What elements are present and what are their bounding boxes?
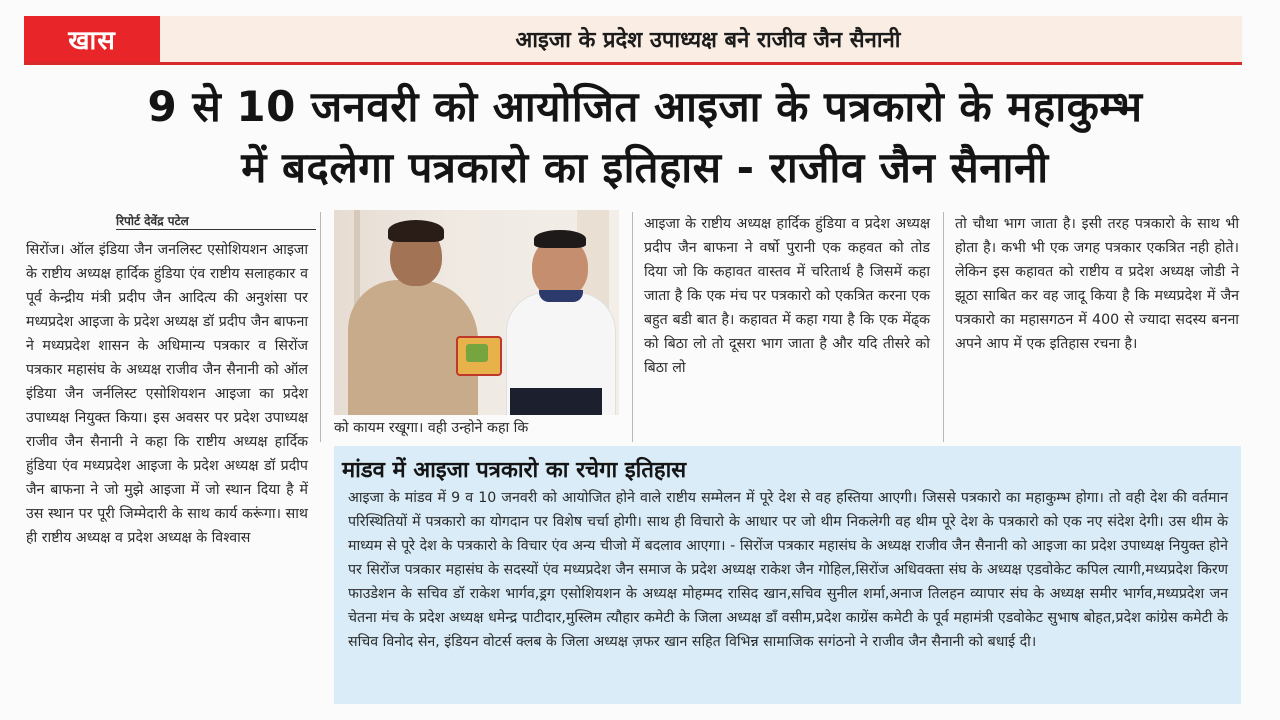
section-tag: खास bbox=[24, 16, 160, 62]
highlight-box bbox=[334, 446, 1241, 704]
headline-line-2: में बदलेगा पत्रकारो का इतिहास - राजीव जैन सैनानी bbox=[241, 143, 1049, 192]
gift-box bbox=[456, 336, 502, 376]
box-body: आइजा के मांडव में 9 व 10 जनवरी को आयोजित होने वाले राष्टीय सम्मेलन में पूरे देश से वह हस्तिया आएगी। जिससे पत्रकारो का महाकुम्भ होगा। तो वही देश की वर्तमान परिस्थितियों में पत्रकारो का योगदान पर विशेष चर्चा होगी। साथ ही विचारो के आधार पर जो थीम निकलेगी वह थीम पूरे देश के पत्रकारो को एक नए संदेश देगी। उस थीम के माध्यम से पूरे देश के पत्रकारो के विचार एंव अन्य चीजो में बदलाव आएगा। - सिरोंज पत्रकार महासंघ के अध्यक्ष राजीव जैन सैनानी को आइजा का प्रदेश उपाध्यक्ष नियुक्त होने पर सिरोंज पत्रकार महासंघ के सदस्यों एंव मध्यप्रदेश जैन समाज के प्रदेश अध्यक्ष राकेश जैन गोहिल,सिरोंज अधिवक्ता संघ के अध्यक्ष एडवोकेट कपिल त्यागी,मध्यप्रदेश किरण फाउडेशन के सचिव डॉ राकेश भार्गव,ड्रग एसोशियशन के अध्यक्ष मोहम्मद रासिद खान,सचिव सुनील शर्मा,अनाज तिलहन व्यापार संघ के अध्यक्ष समीर भार्गव,मध्यप्रदेश जन चेतना मंच के प्रदेश अध्यक्ष धमेन्द्र पाटीदार,मुस्लिम त्यौहार कमेटी के जिला अध्यक्ष डॉं वसीम,प्रदेश काग्रेंस कमेटी के पूर्व महामंत्री एडवोकेट सुभाष बोहत,प्रदेश कांग्रेस कमेटी के सचिव विनोद सेन, इंडियन वोटर्स क्लब के जिला अध्यक्ष ज़फर खान सहित विभिन्न सामाजिक सगंठनो ने राजीव जैन सैनानी को बधाई दी। bbox=[348, 490, 1228, 650]
byline: रिपोर्ट देवेंद्र पटेल bbox=[116, 212, 316, 230]
headline-line-1: 9 से 10 जनवरी को आयोजित आइजा के पत्रकारो के महाकुम्भ bbox=[147, 82, 1143, 131]
column-divider bbox=[632, 212, 633, 442]
article-column-4: तो चौथा भाग जाता है। इसी तरह पत्रकारो के साथ भी होता है। कभी भी एक जगह पत्रकार एकत्रित नही होते। लेकिन इस कहावत को राष्टीय व प्रदेश अध्यक्ष जोडी ने झूठा साबित कर वह जादू किया है कि मध्यप्रदेश में जैन पत्रकारो का महासगठन में 400 से ज्यादा सदस्य बनना अपने आप में एक इतिहास रचना है। bbox=[955, 216, 1239, 352]
column-divider bbox=[320, 212, 321, 442]
article-column-3: आइजा के राष्टीय अध्यक्ष हार्दिक हुंडिया व प्रदेश अध्यक्ष प्रदीप जैन बाफना ने वर्षो पुरानी एक कहवत को तोड दिया जो कि कहावत वास्तव में चरितार्थ है जिसमें कहा जाता है कि एक मंच पर पत्रकारो को एकत्रित करना एक बहुत बडी बात है। कहावत में कहा गया है कि एक मेंढ्क को बिठा लो तो दूसरा भाग जाता है और यदि तीसरे को बिठा लो bbox=[644, 216, 930, 376]
article-column-2-tail: को कायम रखूगा। वही उन्होने कहा कि bbox=[334, 420, 529, 436]
article-column-1: सिरोंज। ऑल इंडिया जैन जनलिस्ट एसोशियशन आइजा के राष्टीय अध्यक्ष हार्दिक हुंडिया एंव राष्टीय सलाहकार व पूर्व केन्द्रीय मंत्री प्रदीप जैन आदित्य की अनुशंसा पर मध्यप्रदेश आइजा के प्रदेश अध्यक्ष डॉ प्रदीप जैन बाफना ने मध्यप्रदेश शासन के अधिमान्य पत्रकार व सिरोंज पत्रकार महासंघ के अध्यक्ष राजीव जैन सैनानी को ऑल इंडिया जैन जर्नलिस्ट एसोशियशन आइजा का प्रदेश उपाध्यक्ष नियुक्त किया। इस अवसर पर प्रदेश उपाध्यक्ष राजीव जैन सैनानी ने कहा कि राष्टीय अध्यक्ष हार्दिक हुंडिया एंव मध्यप्रदेश आइजा के प्रदेश अध्यक्ष डॉ प्रदीप जैन बाफना ने जो मुझे आइजा में जो स्थान दिया है में उस स्थान पर पूरी जिम्मेदारी के साथ कार्य करूंगा। साथ ही राष्टीय अध्यक्ष व प्रदेश अध्यक्ष के विश्वास bbox=[26, 242, 308, 546]
box-title: मांडव में आइजा पत्रकारो का रचेगा इतिहास bbox=[342, 458, 687, 483]
news-photo bbox=[334, 210, 619, 415]
main-headline bbox=[40, 76, 1250, 198]
kicker-headline: आइजा के प्रदेश उपाध्यक्ष बने राजीव जैन सैनानी bbox=[515, 28, 901, 53]
column-divider bbox=[943, 212, 944, 442]
kicker-bar bbox=[24, 16, 1242, 65]
